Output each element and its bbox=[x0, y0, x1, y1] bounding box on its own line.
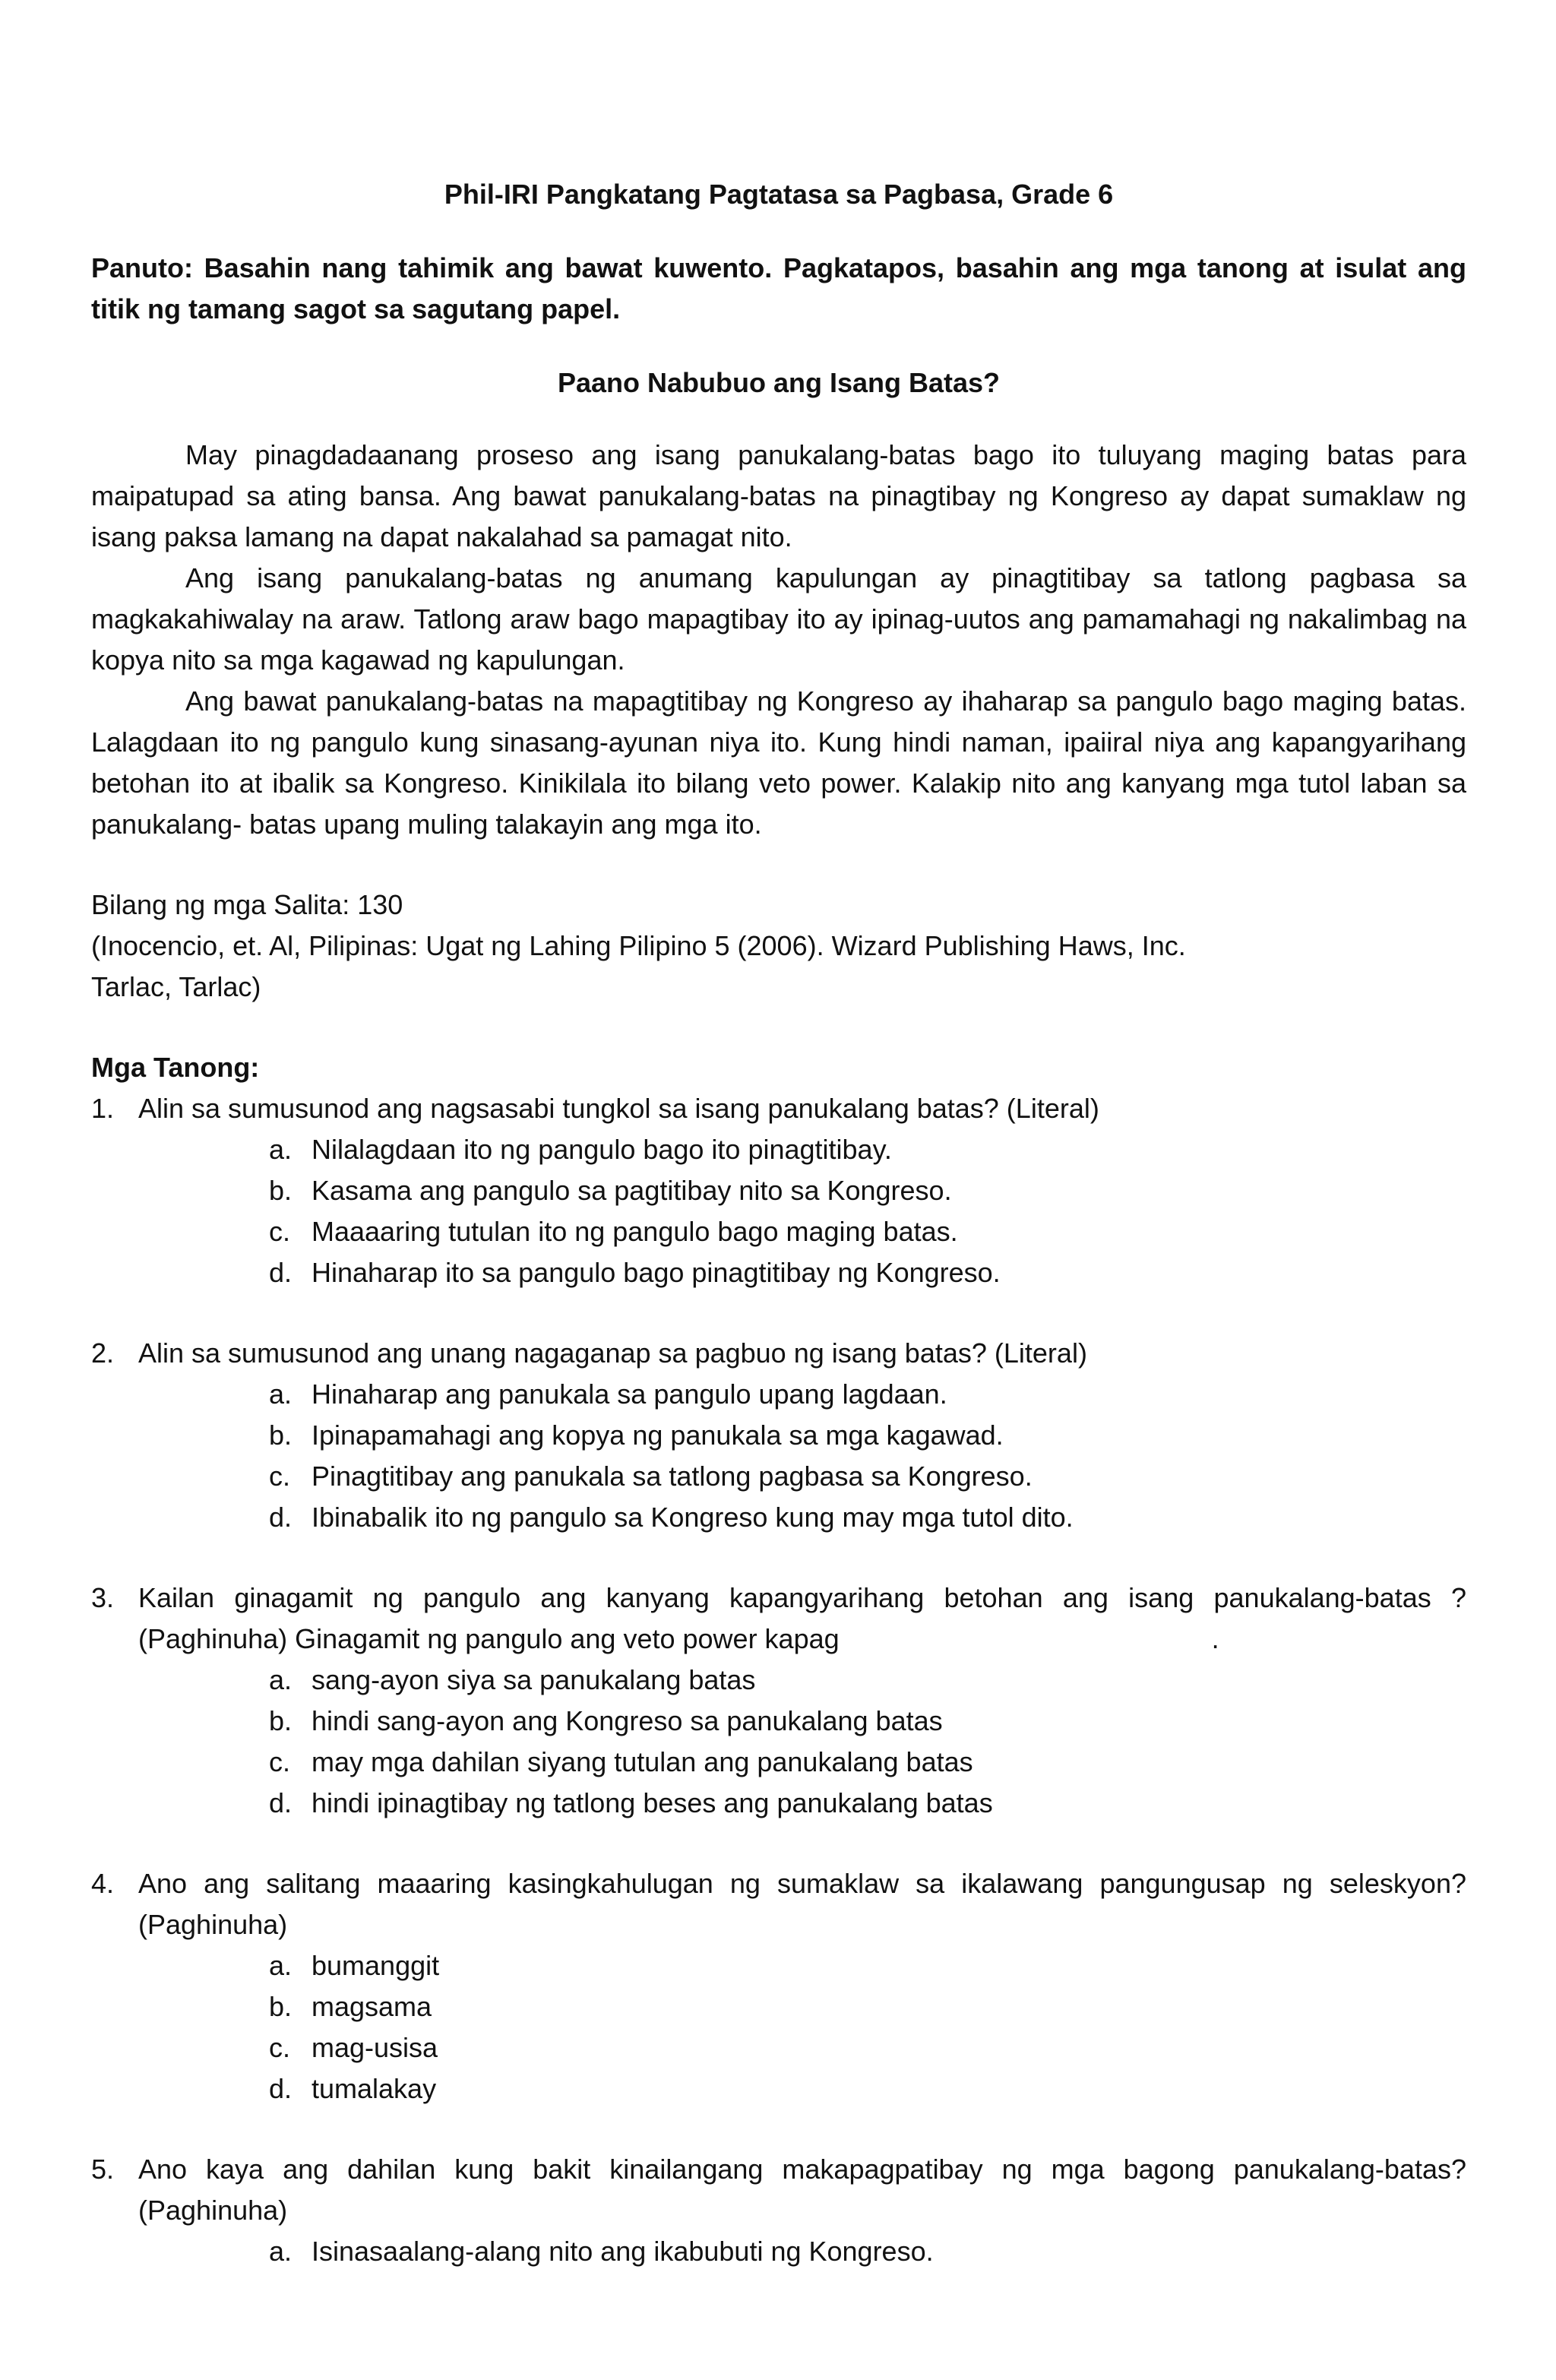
question-number: 5. bbox=[91, 2154, 115, 2185]
question-text: Ano kaya ang dahilan kung bakit kinailangang makapagpatibay ng mga bagong panukalang-batas? (Paghinuha) bbox=[138, 2154, 1466, 2226]
document-title: Phil-IRI Pangkatang Pagtatasa sa Pagbasa, Grade 6 bbox=[444, 179, 1114, 210]
answer-option bbox=[91, 1374, 1466, 1415]
story-paragraph: Ang bawat panukalang-batas na mapagtitibay ng Kongreso ay ihaharap sa pangulo bago maging batas. Lalagdaan ito ng pangulo kung sinasang-ayunan niya ito. Kung hindi naman, ipaiiral niya ang kapangyarihang betohan ito at ibalik sa Kongreso. Kinikilala ito bilang veto power. Kalakip nito ang kanyang mga tutol laban sa panukalang- batas upang muling talakayin ang mga ito. bbox=[91, 685, 1466, 840]
answer-option bbox=[91, 1456, 1466, 1497]
option-letter: c. bbox=[269, 2032, 291, 2063]
answer-option bbox=[91, 1742, 1466, 1783]
question-text: Alin sa sumusunod ang nagsasabi tungkol sa isang panukalang batas? (Literal) bbox=[138, 1093, 1099, 1124]
option-text: Pinagtitibay ang panukala sa tatlong pagbasa sa Kongreso. bbox=[312, 1461, 1033, 1492]
answer-option bbox=[91, 1211, 1466, 1252]
story-paragraph: May pinagdadaanang proseso ang isang panukalang-batas bago ito tuluyang maging batas para maipatupad sa ating bansa. Ang bawat panukalang-batas na pinagtibay ng Kongreso ay dapat sumaklaw ng isang paksa lamang na dapat nakalahad sa pamagat nito. bbox=[91, 439, 1466, 552]
question-number: 3. bbox=[91, 1582, 115, 1613]
answer-option bbox=[91, 1986, 1466, 2027]
question bbox=[91, 1863, 1466, 2109]
question-number: 4. bbox=[91, 1868, 115, 1899]
question-number: 2. bbox=[91, 1337, 115, 1369]
option-text: sang-ayon siya sa panukalang batas bbox=[312, 1664, 756, 1695]
option-letter: d. bbox=[269, 1787, 293, 1818]
option-text: magsama bbox=[312, 1991, 432, 2022]
option-letter: c. bbox=[269, 1461, 291, 1492]
option-text: Ibinabalik ito ng pangulo sa Kongreso kung may mga tutol dito. bbox=[312, 1502, 1074, 1533]
answer-options bbox=[91, 1945, 1466, 2109]
option-text: Kasama ang pangulo sa pagtitibay nito sa Kongreso. bbox=[312, 1175, 952, 1206]
answer-options bbox=[91, 1660, 1466, 1824]
answer-options bbox=[91, 1374, 1466, 1538]
option-letter: c. bbox=[269, 1746, 291, 1777]
word-count: Bilang ng mga Salita: 130 bbox=[91, 889, 403, 920]
document-page bbox=[91, 175, 1466, 2272]
answer-option bbox=[91, 1945, 1466, 1986]
option-letter: a. bbox=[269, 1134, 293, 1165]
question-number: 1. bbox=[91, 1093, 115, 1124]
answer-option bbox=[91, 2068, 1466, 2109]
answer-options bbox=[91, 2231, 1466, 2272]
question bbox=[91, 1088, 1466, 1293]
question bbox=[91, 2149, 1466, 2272]
answer-option bbox=[91, 1252, 1466, 1293]
question-text: Alin sa sumusunod ang unang nagaganap sa pagbuo ng isang batas? (Literal) bbox=[138, 1337, 1087, 1369]
source-citation: (Inocencio, et. Al, Pilipinas: Ugat ng Lahing Pilipino 5 (2006). Wizard Publishing Haws, Inc. Tarlac, Tarlac) bbox=[91, 930, 1186, 1002]
answer-option bbox=[91, 2231, 1466, 2272]
question-text: Ano ang salitang maaaring kasingkahulugan ng sumaklaw sa ikalawang pangungusap ng seleskyon? (Paghinuha) bbox=[138, 1868, 1466, 1940]
answer-option bbox=[91, 1170, 1466, 1211]
option-letter: a. bbox=[269, 1664, 293, 1695]
option-text: Nilalagdaan ito ng pangulo bago ito pinagtitibay. bbox=[312, 1134, 892, 1165]
question bbox=[91, 1333, 1466, 1538]
option-text: may mga dahilan siyang tutulan ang panukalang batas bbox=[312, 1746, 973, 1777]
option-text: bumanggit bbox=[312, 1950, 440, 1981]
option-text: Isinasaalang-alang nito ang ikabubuti ng Kongreso. bbox=[312, 2236, 934, 2267]
question-text-wrapper bbox=[138, 1578, 1466, 1660]
answer-option bbox=[91, 1701, 1466, 1742]
answer-option bbox=[91, 1415, 1466, 1456]
option-letter: b. bbox=[269, 1705, 293, 1736]
option-letter: d. bbox=[269, 1257, 293, 1288]
option-letter: d. bbox=[269, 2073, 293, 2104]
option-letter: a. bbox=[269, 1378, 293, 1410]
answer-option bbox=[91, 1660, 1466, 1701]
question bbox=[91, 1578, 1466, 1824]
questions-heading: Mga Tanong: bbox=[91, 1052, 260, 1083]
option-letter: c. bbox=[269, 1216, 291, 1247]
option-text: hindi sang-ayon ang Kongreso sa panukalang batas bbox=[312, 1705, 943, 1736]
answer-option bbox=[91, 2027, 1466, 2068]
option-text: Maaaaring tutulan ito ng pangulo bago maging batas. bbox=[312, 1216, 958, 1247]
answer-option bbox=[91, 1783, 1466, 1824]
answer-option bbox=[91, 1129, 1466, 1170]
option-text: mag-usisa bbox=[312, 2032, 438, 2063]
question-text: Kailan ginagamit ng pangulo ang kanyang kapangyarihang betohan ang isang panukalang-batas ? (Paghinuha) Ginagamit ng pangulo ang veto power kapag bbox=[138, 1582, 1466, 1654]
option-letter: b. bbox=[269, 1419, 293, 1451]
option-text: tumalakay bbox=[312, 2073, 437, 2104]
option-text: Hinaharap ang panukala sa pangulo upang lagdaan. bbox=[312, 1378, 947, 1410]
story-paragraph: Ang isang panukalang-batas ng anumang kapulungan ay pinagtitibay sa tatlong pagbasa sa magkakahiwalay na araw. Tatlong araw bago mapagtibay ito ay ipinag-uutos ang pamamahagi ng nakalimbag na kopya nito sa mga kagawad ng kapulungan. bbox=[91, 562, 1466, 676]
option-letter: d. bbox=[269, 1502, 293, 1533]
answer-options bbox=[91, 1129, 1466, 1293]
option-letter: a. bbox=[269, 1950, 293, 1981]
story-title: Paano Nabubuo ang Isang Batas? bbox=[557, 367, 1001, 398]
option-text: Hinaharap ito sa pangulo bago pinagtitibay ng Kongreso. bbox=[312, 1257, 1001, 1288]
answer-option bbox=[91, 1497, 1466, 1538]
option-letter: b. bbox=[269, 1991, 293, 2022]
question-text-end: . bbox=[1211, 1623, 1219, 1654]
option-text: hindi ipinagtibay ng tatlong beses ang panukalang batas bbox=[312, 1787, 993, 1818]
option-text: Ipinapamahagi ang kopya ng panukala sa mga kagawad. bbox=[312, 1419, 1004, 1451]
instructions: Panuto: Basahin nang tahimik ang bawat kuwento. Pagkatapos, basahin ang mga tanong at isulat ang titik ng tamang sagot sa sagutang papel. bbox=[91, 252, 1466, 324]
option-letter: a. bbox=[269, 2236, 293, 2267]
option-letter: b. bbox=[269, 1175, 293, 1206]
